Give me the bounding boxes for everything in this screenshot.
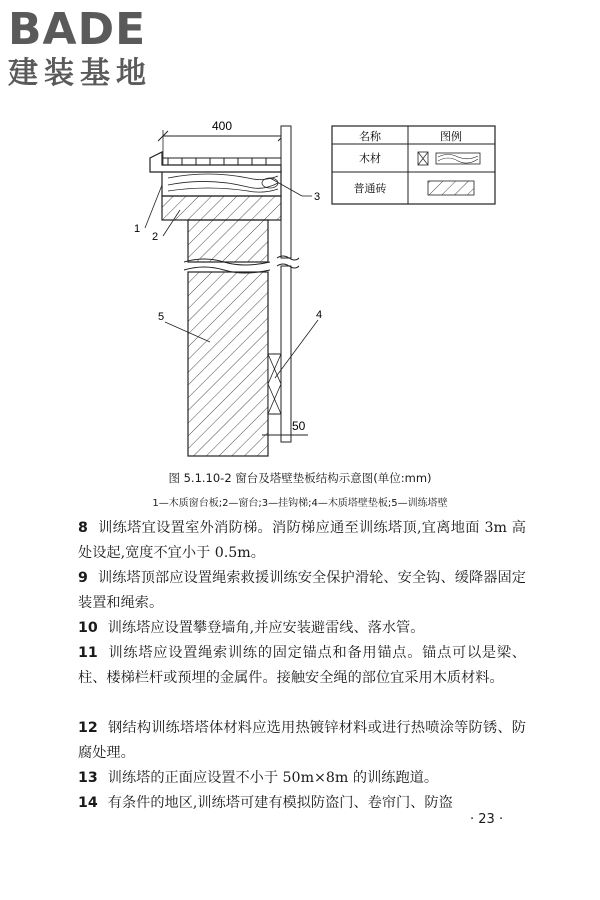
legend-header-name: 名称 (359, 131, 381, 143)
label-4: 4 (316, 309, 323, 321)
wood-grain-symbol (436, 153, 480, 164)
paragraph-text: 训练塔顶部应设置绳索救援训练安全保护滑轮、安全钩、缓降器固定装置和绳索。 (78, 570, 526, 611)
paragraph-number: 13 (78, 770, 98, 786)
label-5: 5 (158, 311, 165, 323)
dimension-400 (158, 119, 288, 170)
paragraph-11 (78, 641, 526, 691)
tower-wall-brick (188, 272, 268, 456)
paragraph-text: 有条件的地区,训练塔可建有模拟防盗门、卷帘门、防盗 (107, 795, 453, 811)
paragraph-number: 12 (78, 720, 98, 736)
paragraph-number: 11 (78, 645, 98, 661)
logo-brand: BADE (8, 4, 147, 55)
hook-ladder (150, 152, 281, 172)
paragraph-12 (78, 716, 526, 766)
legend-row-wood: 木材 (359, 153, 381, 165)
label-1: 1 (134, 223, 141, 235)
paragraph-number: 10 (78, 620, 98, 636)
wood-wall-pad (268, 354, 281, 414)
wood-sill-board (162, 170, 281, 196)
paragraph-number: 9 (78, 570, 88, 586)
legend-table (332, 126, 495, 204)
label-3: 3 (314, 191, 321, 203)
paragraph-text: 训练塔的正面应设置不小于 50m×8m 的训练跑道。 (107, 770, 439, 786)
paragraph-number: 14 (78, 795, 98, 811)
legend-header-legend: 图例 (440, 131, 462, 143)
dimension-50-label: 50 (292, 419, 306, 433)
paragraph-9 (78, 566, 526, 616)
page-number: · 23 · (470, 812, 504, 827)
paragraph-text: 训练塔宜设置室外消防梯。消防梯应通至训练塔顶,宜离地面 3m 高处设起,宽度不宜小于 0.5m。 (78, 520, 526, 561)
figure-subcaption: 1—木质窗台板;2—窗台;3—挂钩梯;4—木质塔壁垫板;5—训练塔壁 (152, 498, 448, 509)
brick-hatch-symbol (428, 181, 474, 195)
paragraph-text: 钢结构训练塔塔体材料应选用热镀锌材料或进行热喷涂等防锈、防腐处理。 (78, 720, 526, 761)
paragraph-14 (78, 791, 526, 816)
paragraph-8 (78, 516, 526, 566)
dimension-400-label: 400 (211, 119, 233, 133)
label-2: 2 (152, 231, 159, 243)
paragraph-text: 训练塔应设置攀登墙角,并应安装避雷线、落水管。 (107, 620, 425, 636)
logo-subtitle: 建装基地 (8, 56, 152, 91)
paragraph-10 (78, 616, 526, 641)
paragraph-text: 训练塔应设置绳索训练的固定锚点和备用锚点。锚点可以是梁、柱、楼梯栏杆或预埋的金属件。接触安全绳的部位宜采用木质材料。 (78, 645, 526, 686)
figure-caption: 图 5.1.10-2 窗台及塔壁垫板结构示意图(单位:mm) (168, 471, 432, 485)
paragraph-number: 8 (78, 520, 88, 536)
window-sill-brick (162, 196, 281, 220)
legend-row-brick: 普通砖 (353, 183, 387, 195)
paragraph-13 (78, 766, 526, 791)
upper-brick-block (188, 220, 268, 262)
